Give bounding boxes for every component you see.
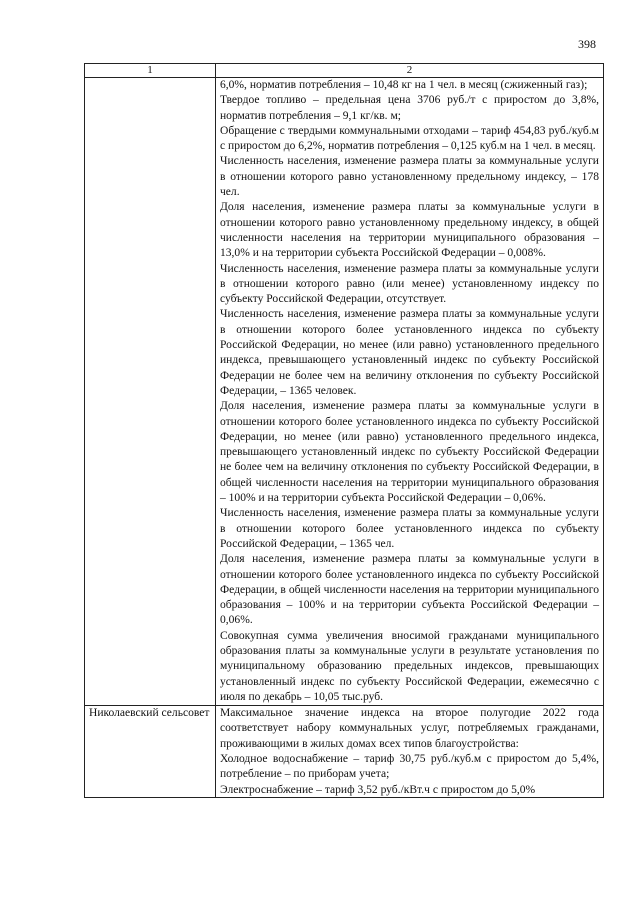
description-cell <box>216 78 604 706</box>
paragraph: Численность населения, изменение размера платы за коммунальные услуги в отношении которого равно (или менее) установленному индексу по субъекту Российской Федерации, отсутствует. <box>220 262 599 306</box>
document-table <box>84 63 604 798</box>
paragraph: Холодное водоснабжение – тариф 30,75 руб./куб.м с приростом до 5,4%, потребление – по приборам учета; <box>220 753 599 781</box>
paragraph: Доля населения, изменение размера платы за коммунальные услуги в отношении которого равно установленному предельному индексу, в общей численности населения на территории муниципального образования – 13,0% и на территории субъекта Российской Федерации – 0,008%. <box>220 201 599 260</box>
page-number: 398 <box>578 37 596 51</box>
municipality-cell <box>85 78 216 706</box>
paragraph: Обращение с твердыми коммунальными отходами – тариф 454,83 руб./куб.м с приростом до 6,2%, норматив потребления – 0,125 куб.м на 1 чел. в месяц. <box>220 124 599 153</box>
table-header-row <box>85 64 604 78</box>
paragraph: Твердое топливо – предельная цена 3706 руб./т с приростом до 3,8%, норматив потребления – 9,1 кг/кв. м; <box>220 94 599 122</box>
paragraph: Электроснабжение – тариф 3,52 руб./кВт.ч с приростом до 5,0% <box>220 783 536 796</box>
paragraph: Численность населения, изменение размера платы за коммунальные услуги в отношении которого более установленного индекса по субъекту Российской Федерации, но менее (или равно) установленного предельного индекса, превышающего установленный индекс по субъекту Российской Федерации не более чем на величину отклонения по субъекту Российской Федерации, – 1365 человек. <box>220 308 599 397</box>
table-row <box>85 706 604 797</box>
paragraph: Доля населения, изменение размера платы за коммунальные услуги в отношении которого более установленного индекса по субъекту Российской Федерации, в общей численности населения на территории муниципального образования – 100% и на территории субъекта Российской Федерации – 0,06%. <box>220 553 599 627</box>
paragraph: 6,0%, норматив потребления – 10,48 кг на 1 чел. в месяц (сжиженный газ); <box>220 79 588 91</box>
paragraph: Численность населения, изменение размера платы за коммунальные услуги в отношении которого более установленного индекса по субъекту Российской Федерации, – 1365 чел. <box>220 507 599 550</box>
paragraph: Численность населения, изменение размера платы за коммунальные услуги в отношении которого равно установленному предельному индексу, – 178 чел. <box>220 155 599 199</box>
paragraph: Максимальное значение индекса на второе полугодие 2022 года соответствует набору коммунальных услуг, потребляемых гражданами, проживающими в жилых домах всех типов благоустройства: <box>220 707 599 750</box>
paragraph: Доля населения, изменение размера платы за коммунальные услуги в отношении которого более установленного индекса по субъекту Российской Федерации, но менее (или равно) установленного предельного индекса, превышающего установленный индекс по субъекту Российской Федерации не более чем на величину отклонения по субъекту Российской Федерации, в общей численности населения на территории муниципального образования – 100% и на территории субъекта Российской Федерации – 0,06%. <box>220 400 599 505</box>
table-row <box>85 78 604 706</box>
municipality-cell: Николаевский сельсовет <box>85 706 216 797</box>
column-header-1: 1 <box>85 64 216 78</box>
paragraph: Совокупная сумма увеличения вносимой гражданами муниципального образования платы за коммунальные услуги в результате установления по муниципальному образованию предельных индексов, превышающих установленный индекс по субъекту Российской Федерации, ежемесячно с июля по декабрь – 10,05 тыс.руб. <box>220 629 599 703</box>
description-cell <box>216 706 604 797</box>
column-header-2: 2 <box>216 64 604 78</box>
